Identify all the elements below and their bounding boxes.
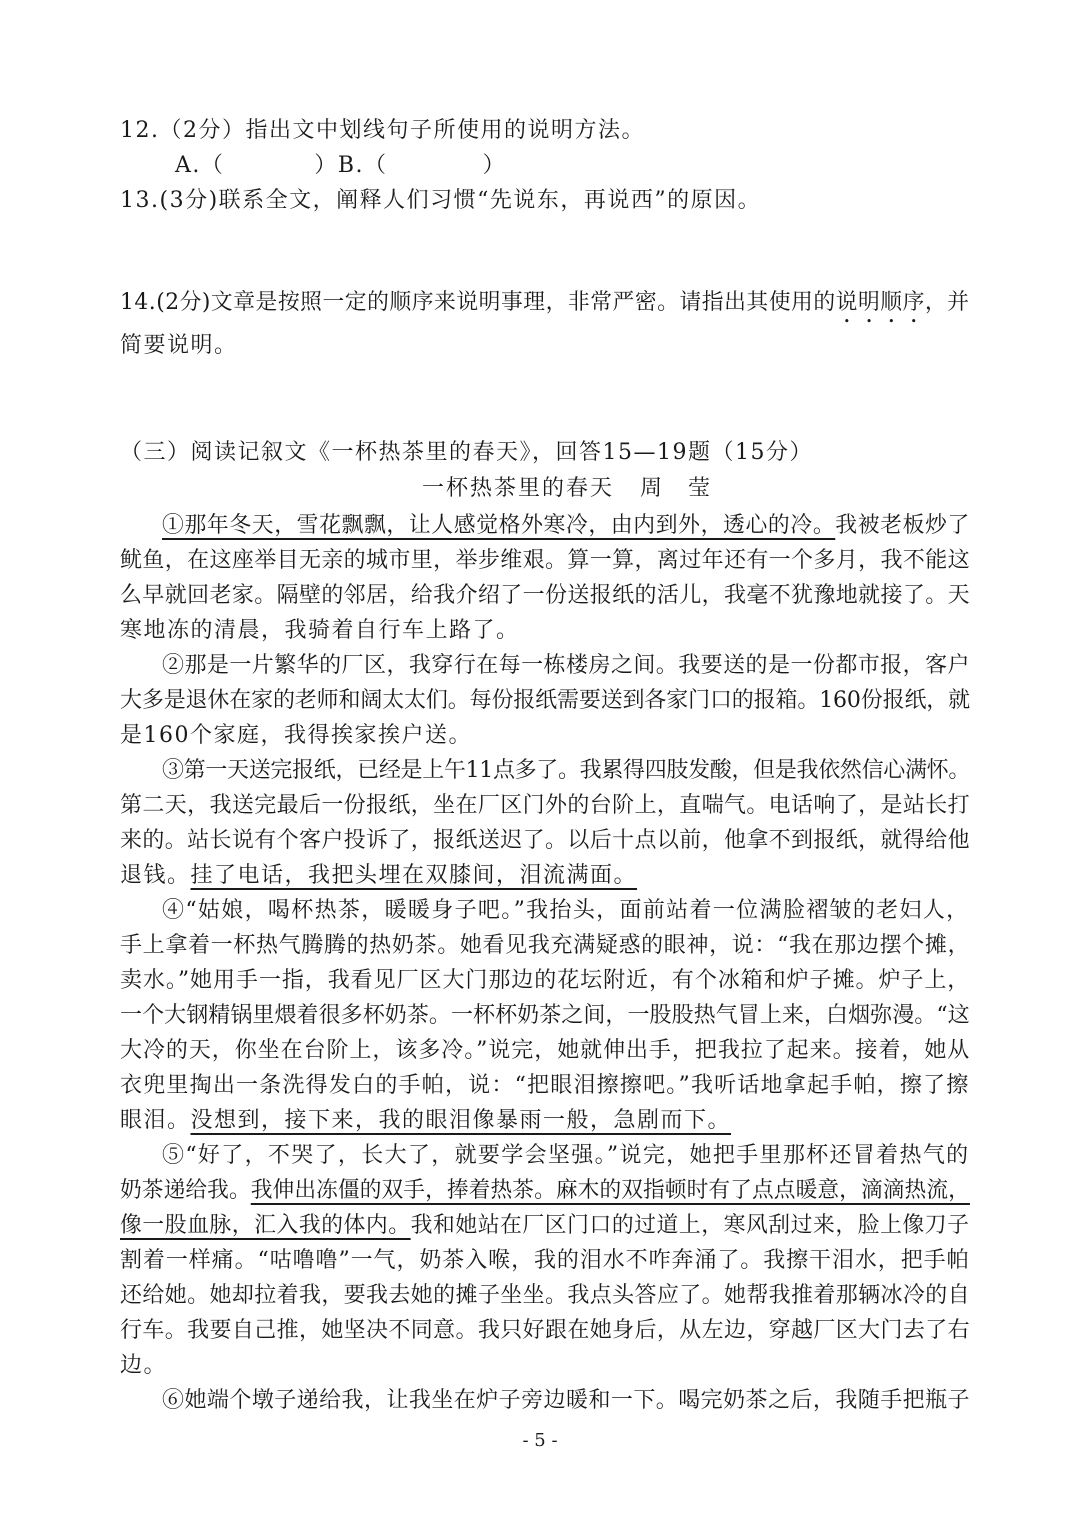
paragraph-4-line-3: 卖水。”她用手一指，我看见厂区大门那边的花坛附近，有个冰箱和炉子摊。炉子上， <box>120 968 971 993</box>
question-14-line1 <box>120 290 970 328</box>
paragraph-4-line-1: ④“姑娘，喝杯热茶，暖暖身子吧。”我抬头，面前站着一位满脸褶皱的老妇人， <box>162 898 970 923</box>
emphasis-dotted-text: 说明顺序 <box>835 290 925 315</box>
paragraph-5-line-5: 还给她。她却拉着我，要我去她的摊子坐坐。我点头答应了。她帮我推着那辆冰冷的自 <box>120 1283 971 1308</box>
underlined-sentence: 没想到，接下来，我的眼泪像暴雨一般，急剧而下。 <box>190 1108 732 1133</box>
paragraph-2-line-3: 是160个家庭，我得挨家挨户送。 <box>120 723 472 748</box>
question-12: 12.（2分）指出文中划线句子所使用的说明方法。 <box>120 118 645 143</box>
paragraph-text: 我被老板炒了 <box>835 513 970 538</box>
question-14-text: 14.(2分)文章是按照一定的顺序来说明事理，非常严密。请指出其使用的 <box>120 290 836 315</box>
paragraph-4-line-6: 衣兜里掏出一条洗得发白的手帕，说：“把眼泪擦擦吧。”我听话地拿起手帕，擦了擦 <box>120 1073 970 1098</box>
article-title-line <box>422 476 712 502</box>
paragraph-4-line-4: 一个大钢精锅里煨着很多杯奶茶。一杯杯奶茶之间，一股股热气冒上来，白烟弥漫。“这 <box>120 1003 970 1028</box>
paragraph-5-line-4: 割着一样痛。“咕噜噜”一气，奶茶入喉，我的泪水不咋奔涌了。我擦干泪水，把手帕 <box>120 1248 970 1273</box>
paragraph-1-line-4: 寒地冻的清晨，我骑着自行车上路了。 <box>120 618 520 643</box>
paragraph-4-line-7 <box>120 1108 731 1134</box>
paragraph-2-line-2: 大多是退休在家的老师和阔太太们。每份报纸需要送到各家门口的报箱。160份报纸，就 <box>120 688 970 713</box>
paragraph-6-line-1: ⑥她端个墩子递给我，让我坐在炉子旁边暖和一下。喝完奶茶之后，我随手把瓶子 <box>162 1388 971 1413</box>
paragraph-4-line-5: 大冷的天，你坐在台阶上，该多冷。”说完，她就伸出手，把我拉了起来。接着，她从 <box>120 1038 971 1063</box>
underlined-sentence: ①那年冬天，雪花飘飘，让人感觉格外寒冷，由内到外，透心的冷。 <box>162 513 836 538</box>
underlined-sentence: 我伸出冻僵的双手，捧着热茶。麻木的双指顿时有了点点暖意，滴滴热流， <box>250 1178 970 1203</box>
section-heading: （三）阅读记叙文《一杯热茶里的春天》，回答15—19题（15分） <box>120 440 813 465</box>
paragraph-1-line-2: 鱿鱼，在这座举目无亲的城市里，举步维艰。算一算，离过年还有一个多月，我不能这 <box>120 548 971 573</box>
paragraph-5-line-1: ⑤“好了，不哭了，长大了，就要学会坚强。”说完，她把手里那杯还冒着热气的 <box>162 1143 970 1168</box>
paragraph-1-line-1 <box>162 513 970 539</box>
paragraph-text: 眼泪。 <box>120 1108 191 1133</box>
article-title: 一杯热茶里的春天 <box>422 476 615 501</box>
option-a-label: A.（ <box>175 153 225 178</box>
paragraph-3-line-2: 第二天，我送完最后一份报纸，坐在厂区门外的台阶上，直喘气。电话响了，是站长打 <box>120 793 971 818</box>
page-number: - 5 - <box>522 1430 558 1451</box>
question-14-tail: ，并 <box>924 290 970 315</box>
underlined-sentence: 挂了电话，我把头埋在双膝间，泪流满面。 <box>190 863 638 888</box>
paragraph-text: 奶茶递给我。 <box>120 1178 251 1203</box>
paragraph-text: 我和她站在厂区门口的过道上，寒风刮过来，脸上像刀子 <box>410 1213 970 1238</box>
paragraph-3-line-1: ③第一天送完报纸，已经是上午11点多了。我累得四肢发酸，但是我依然信心满怀。 <box>162 758 970 783</box>
paragraph-5-line-3 <box>120 1213 970 1239</box>
question-13: 13.(3分)联系全文，阐释人们习惯“先说东，再说西”的原因。 <box>120 188 762 213</box>
paragraph-5-line-7: 边。 <box>120 1353 168 1378</box>
paragraph-5-line-2 <box>120 1178 970 1204</box>
underlined-sentence: 像一股血脉，汇入我的体内。 <box>120 1213 411 1238</box>
article-author: 周 莹 <box>640 476 713 501</box>
option-b-label: ）B.（ <box>314 153 388 178</box>
paragraph-4-line-2: 手上拿着一杯热气腾腾的热奶茶。她看见我充满疑惑的眼神，说：“我在那边摆个摊， <box>120 933 971 958</box>
question-12-options <box>175 153 506 179</box>
paragraph-5-line-6: 行车。我要自己推，她坚决不同意。我只好跟在她身后，从左边，穿越厂区大门去了右 <box>120 1318 971 1343</box>
paragraph-1-line-3: 么早就回老家。隔壁的邻居，给我介绍了一份送报纸的活儿，我毫不犹豫地就接了。天 <box>120 583 971 608</box>
question-14-line2: 简要说明。 <box>120 333 238 358</box>
paragraph-text: 退钱。 <box>120 863 191 888</box>
paragraph-3-line-4 <box>120 863 637 889</box>
paragraph-3-line-3: 来的。站长说有个客户投诉了，报纸送迟了。以后十点以前，他拿不到报纸，就得给他 <box>120 828 971 853</box>
paragraph-2-line-1: ②那是一片繁华的厂区，我穿行在每一栋楼房之间。我要送的是一份都市报，客户 <box>162 653 971 678</box>
option-b-close: ） <box>482 153 507 178</box>
